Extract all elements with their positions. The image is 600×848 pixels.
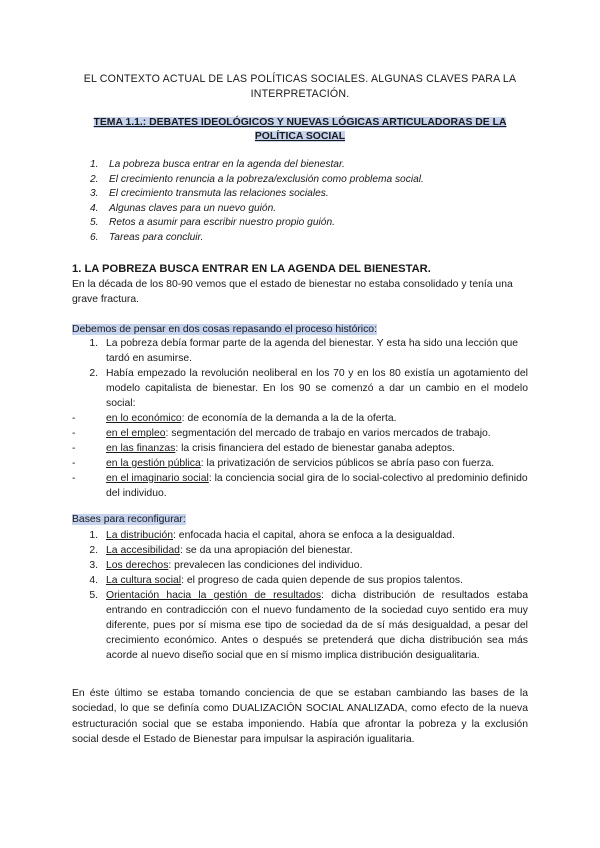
list-marker: 1. <box>89 338 98 349</box>
section-heading: 1. LA POBREZA BUSCA ENTRAR EN LA AGENDA DEL BIENESTAR. <box>72 263 431 275</box>
toc-number: 5. <box>90 217 99 229</box>
list-item <box>72 471 528 501</box>
toc-number: 3. <box>90 188 99 200</box>
intro-text: En la década de los 80-90 vemos que el estado de bienestar no estaba consolidado y tenía una grave fractura. <box>72 279 513 306</box>
list-term: La accesibilidad <box>106 545 180 556</box>
list-item <box>72 456 528 471</box>
list-marker: 3. <box>89 560 98 571</box>
list-text: : segmentación del mercado de trabajo en varios mercados de trabajo. <box>165 428 491 439</box>
list-text: : la crisis financiera del estado de bienestar ganaba adeptos. <box>175 443 455 454</box>
list-term: La cultura social <box>106 575 182 586</box>
toc-number: 6. <box>90 231 99 243</box>
list-term: en lo económico <box>106 413 182 424</box>
list-marker: 4. <box>89 575 98 586</box>
toc-text: La pobreza busca entrar en la agenda del bienestar. <box>109 159 345 170</box>
bases-heading: Bases para reconfigurar: <box>72 514 186 525</box>
list-term: Los derechos <box>106 560 169 571</box>
toc-text: Tareas para concluir. <box>109 231 204 243</box>
list-item <box>72 441 528 456</box>
list-term: en el imaginario social <box>106 473 209 484</box>
final-paragraph: En éste último se estaba tomando conciencia de que se estaban cambiando las bases de la sociedad, lo que se definía como DUALIZACIÓN SOCIAL ANALIZADA, como efecto de la nueva estructuración social que se estaba imponiendo. Había que afrontar la pobreza y la exclusión social desde el Estado de Bienestar para impulsar la aspiración igualitaria. <box>72 688 528 746</box>
toc-item <box>90 216 530 231</box>
list-item <box>72 543 528 558</box>
table-of-contents <box>90 158 530 246</box>
list-item <box>72 366 528 411</box>
list-text: : la privatización de servicios públicos se abría paso con fuerza. <box>200 458 495 469</box>
toc-number: 2. <box>90 173 99 185</box>
list-item <box>72 588 528 663</box>
list-term: Orientación hacia la gestión de resultados <box>106 590 322 601</box>
bases-heading-wrap <box>72 512 186 527</box>
toc-number: 4. <box>90 202 99 214</box>
list-text: : prevalecen las condiciones del individuo. <box>168 560 363 571</box>
list-item <box>72 573 528 588</box>
section-intro <box>72 277 528 338</box>
list-item <box>72 426 528 441</box>
list-text: : la conciencia social gira de lo social-colectivo al predominio definido del individuo. <box>106 473 528 499</box>
list-term: en la gestión pública <box>106 458 201 469</box>
list-text: : el progreso de cada quien depende de sus propios talentos. <box>181 575 463 586</box>
list-term: en el empleo <box>106 428 166 439</box>
list-item <box>72 528 528 543</box>
toc-text: El crecimiento transmuta las relaciones sociales. <box>109 188 329 200</box>
list-marker: - <box>72 413 76 424</box>
historical-list <box>72 336 528 501</box>
list-marker: 1. <box>89 530 98 541</box>
toc-item <box>90 158 530 173</box>
toc-text: Retos a asumir para escribir nuestro propio guión. <box>109 217 335 229</box>
list-text: Había empezado la revolución neoliberal en los 70 y en los 80 existía un agotamiento del modelo capitalista de bienestar. En los 90 se comenzó a dar un cambio en el modelo social: <box>106 368 528 409</box>
document-title: EL CONTEXTO ACTUAL DE LAS POLÍTICAS SOCIALES. ALGUNAS CLAVES PARA LA INTERPRETACIÓN. <box>83 73 517 100</box>
topic-heading <box>76 116 524 144</box>
list-text: : de economía de la demanda a la de la oferta. <box>181 413 397 424</box>
list-term: La distribución <box>106 530 174 541</box>
list-term: en las finanzas <box>106 443 176 454</box>
debemos-heading: Debemos de pensar en dos cosas repasando el proceso histórico: <box>72 324 377 336</box>
toc-item <box>90 187 530 202</box>
toc-text: El crecimiento renuncia a la pobreza/exclusión como problema social. <box>109 173 424 185</box>
list-marker: 2. <box>89 368 98 379</box>
topic-heading-text: TEMA 1.1.: DEBATES IDEOLÓGICOS Y NUEVAS LÓGICAS ARTICULADORAS DE LA POLÍTICA SOCIAL <box>93 117 507 142</box>
list-item <box>72 411 528 426</box>
list-marker: 5. <box>89 590 98 601</box>
toc-item <box>90 202 530 217</box>
list-marker: 2. <box>89 545 98 556</box>
toc-number: 1. <box>90 159 99 170</box>
list-item <box>72 558 528 573</box>
list-text: : se da una apropiación del bienestar. <box>179 545 353 556</box>
list-marker: - <box>72 428 76 439</box>
list-text: : enfocada hacia el capital, ahora se enfoca a la desigualdad. <box>173 530 455 541</box>
list-marker: - <box>72 473 76 484</box>
list-marker: - <box>72 443 76 454</box>
toc-item <box>90 231 530 246</box>
toc-item <box>90 173 530 188</box>
list-marker: - <box>72 458 76 469</box>
bases-list <box>72 528 528 663</box>
list-text: : dicha distribución de resultados estaba entrando en contradicción con el nuevo fundamento de la sociedad cuyo sentido era muy diferente, pues por sí misma ese tipo de sociedad da de sí más desigualdad, a pesar del crecimiento económico. Antes o después se pretenderá que dicha distribución sea más acorde al nuevo diseño social que en sí mismo implica distribución desigualitaria. <box>106 590 528 661</box>
list-item <box>72 336 528 366</box>
list-text: La pobreza debía formar parte de la agenda del bienestar. Y esta ha sido una lección que tardó en asumirse. <box>106 338 519 364</box>
toc-text: Algunas claves para un nuevo guión. <box>109 202 277 214</box>
